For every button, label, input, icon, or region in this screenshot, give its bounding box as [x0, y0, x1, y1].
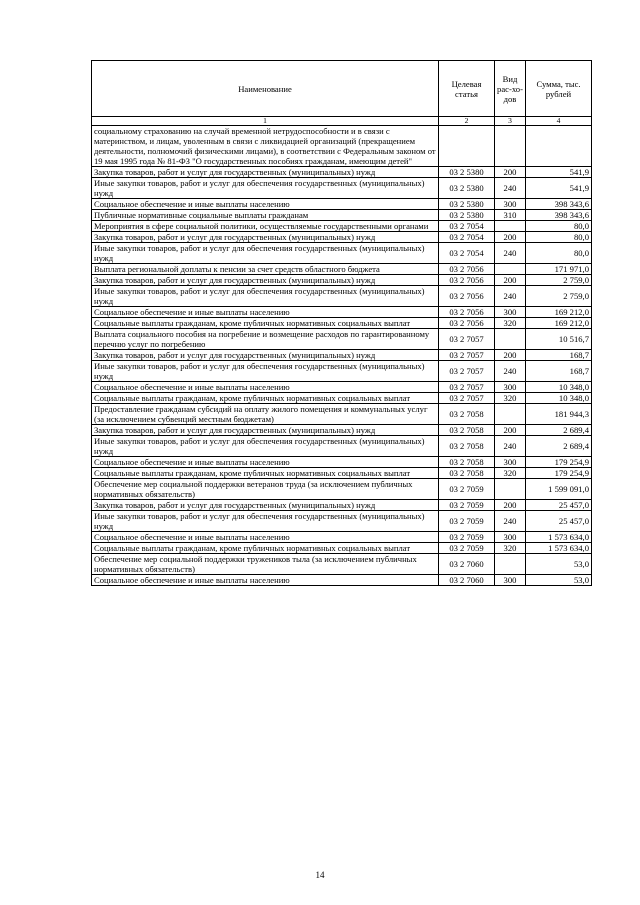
table-row: [92, 511, 592, 532]
table-row: [92, 404, 592, 425]
row-vid-cell: 320: [495, 468, 526, 479]
row-vid-cell: 240: [495, 286, 526, 307]
column-number-2: 2: [439, 117, 495, 126]
row-vid-cell: 200: [495, 500, 526, 511]
row-sum-cell: 541,9: [526, 167, 592, 178]
row-vid-cell: 240: [495, 361, 526, 382]
row-code-cell: 03 2 7058: [439, 404, 495, 425]
header-vid: Вид рас-хо-дов: [495, 61, 526, 117]
table-row: [92, 554, 592, 575]
table-row: [92, 425, 592, 436]
table-row: [92, 382, 592, 393]
row-name-cell: Социальные выплаты гражданам, кроме публичных нормативных социальных выплат: [92, 318, 439, 329]
row-code-cell: 03 2 7058: [439, 436, 495, 457]
row-name-cell: Социальные выплаты гражданам, кроме публичных нормативных социальных выплат: [92, 468, 439, 479]
row-name-cell: Выплата социального пособия на погребение и возмещение расходов по гарантированному перечню услуг по погребению: [92, 329, 439, 350]
row-vid-cell: 200: [495, 232, 526, 243]
table-row: [92, 350, 592, 361]
row-sum-cell: 53,0: [526, 554, 592, 575]
header-code: Целевая статья: [439, 61, 495, 117]
row-code-cell: 03 2 7054: [439, 221, 495, 232]
table-row: [92, 264, 592, 275]
row-name-cell: Социальные выплаты гражданам, кроме публичных нормативных социальных выплат: [92, 543, 439, 554]
row-vid-cell: 240: [495, 436, 526, 457]
row-name-cell: Публичные нормативные социальные выплаты гражданам: [92, 210, 439, 221]
row-vid-cell: [495, 554, 526, 575]
row-name-cell: Социальное обеспечение и иные выплаты населению: [92, 575, 439, 586]
row-code-cell: 03 2 7057: [439, 361, 495, 382]
table-body: [92, 126, 592, 586]
row-name-cell: Иные закупки товаров, работ и услуг для обеспечения государственных (муниципальных) нужд: [92, 511, 439, 532]
table-row: [92, 307, 592, 318]
row-vid-cell: 320: [495, 543, 526, 554]
row-code-cell: 03 2 7057: [439, 382, 495, 393]
row-name-cell: Обеспечение мер социальной поддержки тружеников тыла (за исключением публичных нормативных обязательств): [92, 554, 439, 575]
row-name-cell: Закупка товаров, работ и услуг для государственных (муниципальных) нужд: [92, 275, 439, 286]
table-row: [92, 286, 592, 307]
row-vid-cell: 200: [495, 275, 526, 286]
table-row: [92, 221, 592, 232]
row-code-cell: 03 2 7056: [439, 264, 495, 275]
row-name-cell: Иные закупки товаров, работ и услуг для обеспечения государственных (муниципальных) нужд: [92, 436, 439, 457]
table-row: [92, 126, 592, 167]
row-vid-cell: 300: [495, 199, 526, 210]
row-name-cell: Предоставление гражданам субсидий на оплату жилого помещения и коммунальных услуг (за исключением субвенций местным бюджетам): [92, 404, 439, 425]
column-number-row: [92, 117, 592, 126]
row-sum-cell: 168,7: [526, 350, 592, 361]
row-vid-cell: 240: [495, 243, 526, 264]
row-vid-cell: 300: [495, 307, 526, 318]
row-sum-cell: 80,0: [526, 232, 592, 243]
row-name-cell: Социальное обеспечение и иные выплаты населению: [92, 532, 439, 543]
row-code-cell: 03 2 5380: [439, 199, 495, 210]
row-sum-cell: 398 343,6: [526, 199, 592, 210]
row-vid-cell: 320: [495, 393, 526, 404]
row-vid-cell: 240: [495, 178, 526, 199]
row-code-cell: 03 2 7056: [439, 318, 495, 329]
row-sum-cell: 179 254,9: [526, 457, 592, 468]
row-vid-cell: [495, 479, 526, 500]
row-name-cell: Социальное обеспечение и иные выплаты населению: [92, 307, 439, 318]
table-row: [92, 210, 592, 221]
row-vid-cell: 320: [495, 318, 526, 329]
row-code-cell: 03 2 7059: [439, 532, 495, 543]
table-row: [92, 361, 592, 382]
table-row: [92, 436, 592, 457]
row-code-cell: 03 2 5380: [439, 167, 495, 178]
row-vid-cell: [495, 404, 526, 425]
row-name-cell: Выплата региональной доплаты к пенсии за счет средств областного бюджета: [92, 264, 439, 275]
row-name-cell: Иные закупки товаров, работ и услуг для обеспечения государственных (муниципальных) нужд: [92, 243, 439, 264]
header-sum: Сумма, тыс. рублей: [526, 61, 592, 117]
column-number-3: 3: [495, 117, 526, 126]
row-code-cell: 03 2 7056: [439, 307, 495, 318]
row-name-cell: Иные закупки товаров, работ и услуг для обеспечения государственных (муниципальных) нужд: [92, 361, 439, 382]
page-number: 14: [315, 870, 325, 880]
table-row: [92, 575, 592, 586]
row-code-cell: 03 2 7060: [439, 575, 495, 586]
table-row: [92, 275, 592, 286]
row-sum-cell: [526, 126, 592, 167]
table-row: [92, 232, 592, 243]
table-row: [92, 167, 592, 178]
row-vid-cell: 300: [495, 532, 526, 543]
row-sum-cell: 1 573 634,0: [526, 543, 592, 554]
row-sum-cell: 10 516,7: [526, 329, 592, 350]
row-sum-cell: 171 971,0: [526, 264, 592, 275]
row-vid-cell: 240: [495, 511, 526, 532]
row-name-cell: Социальное обеспечение и иные выплаты населению: [92, 199, 439, 210]
column-number-4: 4: [526, 117, 592, 126]
row-vid-cell: 310: [495, 210, 526, 221]
row-vid-cell: 300: [495, 575, 526, 586]
row-code-cell: 03 2 7059: [439, 543, 495, 554]
row-code-cell: [439, 126, 495, 167]
row-name-cell: Закупка товаров, работ и услуг для государственных (муниципальных) нужд: [92, 500, 439, 511]
row-code-cell: 03 2 7060: [439, 554, 495, 575]
row-code-cell: 03 2 7056: [439, 275, 495, 286]
row-sum-cell: 25 457,0: [526, 500, 592, 511]
table-row: [92, 393, 592, 404]
table-row: [92, 199, 592, 210]
row-sum-cell: 10 348,0: [526, 393, 592, 404]
row-vid-cell: 200: [495, 350, 526, 361]
row-sum-cell: 169 212,0: [526, 318, 592, 329]
row-vid-cell: 300: [495, 457, 526, 468]
row-sum-cell: 2 759,0: [526, 286, 592, 307]
row-code-cell: 03 2 5380: [439, 178, 495, 199]
row-vid-cell: [495, 221, 526, 232]
row-sum-cell: 53,0: [526, 575, 592, 586]
row-sum-cell: 541,9: [526, 178, 592, 199]
row-name-cell: Мероприятия в сфере социальной политики, осуществляемые государственными органами: [92, 221, 439, 232]
table-row: [92, 329, 592, 350]
row-code-cell: 03 2 7054: [439, 243, 495, 264]
table-row: [92, 532, 592, 543]
row-sum-cell: 169 212,0: [526, 307, 592, 318]
table-row: [92, 243, 592, 264]
row-vid-cell: 200: [495, 425, 526, 436]
row-code-cell: 03 2 5380: [439, 210, 495, 221]
table-header-row: [92, 61, 592, 117]
row-name-cell: Социальные выплаты гражданам, кроме публичных нормативных социальных выплат: [92, 393, 439, 404]
row-code-cell: 03 2 7057: [439, 329, 495, 350]
row-sum-cell: 2 759,0: [526, 275, 592, 286]
row-name-cell: Иные закупки товаров, работ и услуг для обеспечения государственных (муниципальных) нужд: [92, 286, 439, 307]
row-sum-cell: 1 573 634,0: [526, 532, 592, 543]
row-sum-cell: 398 343,6: [526, 210, 592, 221]
row-name-cell: Обеспечение мер социальной поддержки ветеранов труда (за исключением публичных нормативных обязательств): [92, 479, 439, 500]
row-code-cell: 03 2 7054: [439, 232, 495, 243]
table-row: [92, 178, 592, 199]
row-vid-cell: [495, 126, 526, 167]
row-code-cell: 03 2 7057: [439, 350, 495, 361]
table-row: [92, 479, 592, 500]
header-name: Наименование: [92, 61, 439, 117]
row-name-cell: Закупка товаров, работ и услуг для государственных (муниципальных) нужд: [92, 350, 439, 361]
row-name-cell: Закупка товаров, работ и услуг для государственных (муниципальных) нужд: [92, 167, 439, 178]
row-sum-cell: 25 457,0: [526, 511, 592, 532]
row-code-cell: 03 2 7058: [439, 425, 495, 436]
budget-table: [91, 60, 592, 586]
row-code-cell: 03 2 7058: [439, 468, 495, 479]
column-number-1: 1: [92, 117, 439, 126]
row-sum-cell: 168,7: [526, 361, 592, 382]
row-code-cell: 03 2 7056: [439, 286, 495, 307]
row-sum-cell: 80,0: [526, 221, 592, 232]
row-sum-cell: 1 599 091,0: [526, 479, 592, 500]
row-code-cell: 03 2 7059: [439, 511, 495, 532]
table-row: [92, 543, 592, 554]
table-row: [92, 457, 592, 468]
row-vid-cell: 200: [495, 167, 526, 178]
row-code-cell: 03 2 7057: [439, 393, 495, 404]
row-code-cell: 03 2 7059: [439, 500, 495, 511]
row-sum-cell: 181 944,3: [526, 404, 592, 425]
row-name-cell: Закупка товаров, работ и услуг для государственных (муниципальных) нужд: [92, 425, 439, 436]
row-name-cell: Социальное обеспечение и иные выплаты населению: [92, 457, 439, 468]
table-row: [92, 468, 592, 479]
row-sum-cell: 2 689,4: [526, 436, 592, 457]
table-row: [92, 318, 592, 329]
row-name-cell: Иные закупки товаров, работ и услуг для обеспечения государственных (муниципальных) нужд: [92, 178, 439, 199]
row-vid-cell: [495, 329, 526, 350]
row-sum-cell: 80,0: [526, 243, 592, 264]
row-code-cell: 03 2 7059: [439, 479, 495, 500]
row-name-cell: Закупка товаров, работ и услуг для государственных (муниципальных) нужд: [92, 232, 439, 243]
row-name-cell: Социальное обеспечение и иные выплаты населению: [92, 382, 439, 393]
row-code-cell: 03 2 7058: [439, 457, 495, 468]
row-name-cell: социальному страхованию на случай временной нетрудоспособности и в связи с материнством, и лицам, уволенным в связи с ликвидацией организаций (прекращением деятельности, полномочий физическими лицами), в соответствии с Федеральным законом от 19 мая 1995 года № 81-ФЗ "О государственных пособиях гражданам, имеющим детей": [92, 126, 439, 167]
row-vid-cell: [495, 264, 526, 275]
row-vid-cell: 300: [495, 382, 526, 393]
row-sum-cell: 10 348,0: [526, 382, 592, 393]
row-sum-cell: 179 254,9: [526, 468, 592, 479]
table-row: [92, 500, 592, 511]
row-sum-cell: 2 689,4: [526, 425, 592, 436]
